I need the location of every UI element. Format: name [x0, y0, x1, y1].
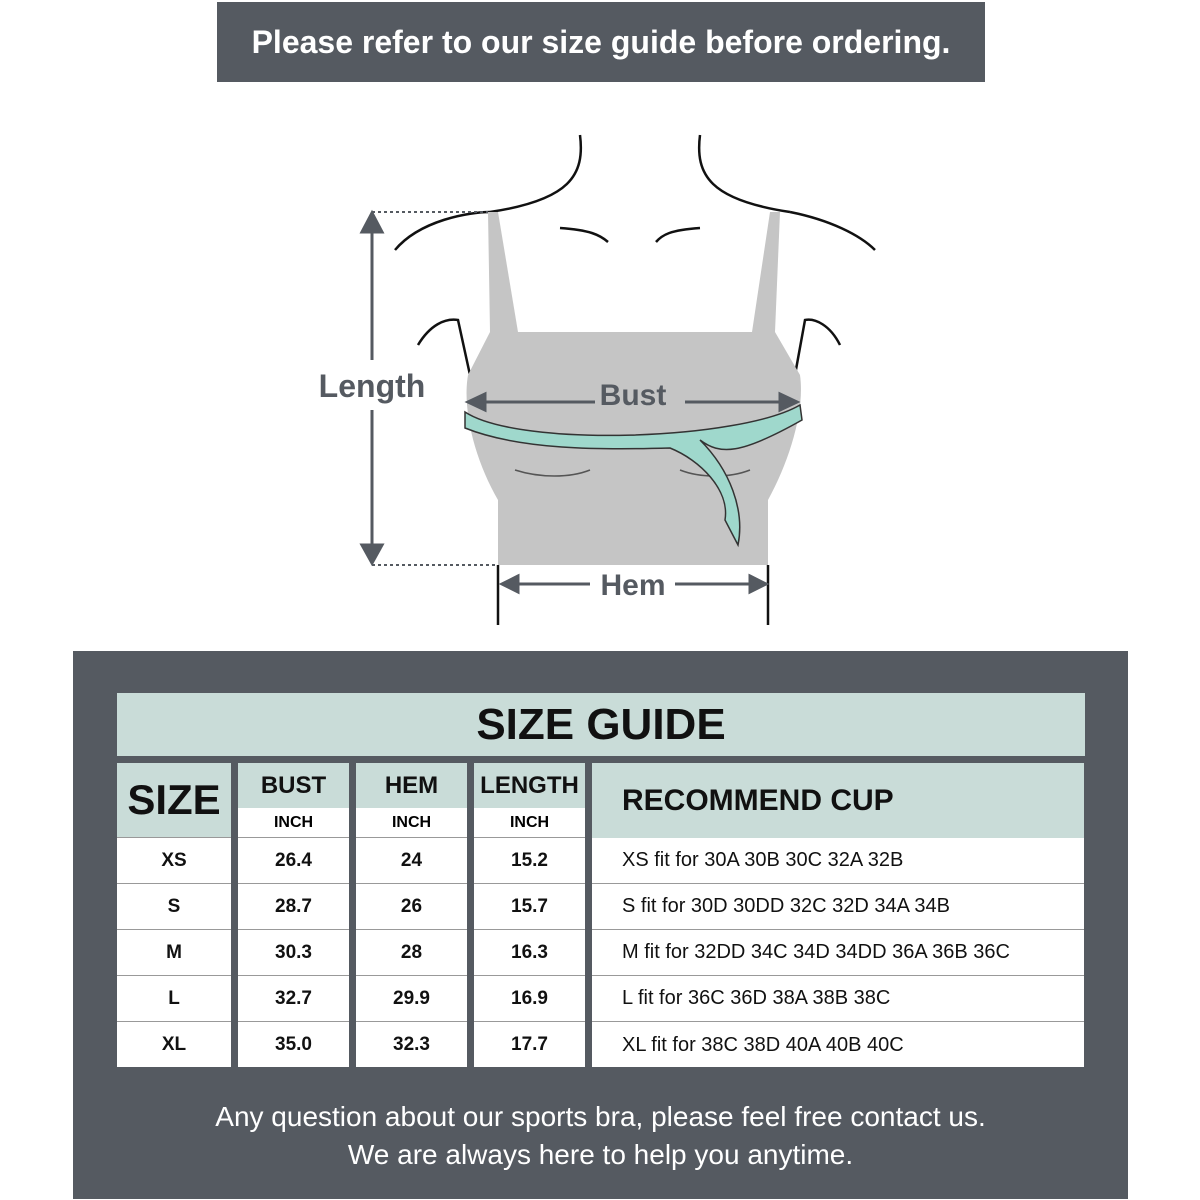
- size-cell: L: [117, 976, 231, 1022]
- footer-line-2: We are always here to help you anytime.: [347, 1139, 854, 1170]
- recommend-cup-header: RECOMMEND CUP: [592, 763, 1084, 838]
- cup-cell: XS fit for 30A 30B 30C 32A 32B: [592, 838, 1084, 884]
- cup-cell: M fit for 32DD 34C 34D 34DD 36A 36B 36C: [592, 930, 1084, 976]
- bust-cell: 30.3: [238, 930, 349, 976]
- size-cell: XS: [117, 838, 231, 884]
- hem-cell: 32.3: [393, 1034, 430, 1055]
- hem-label: Hem: [600, 569, 666, 602]
- length-label: Length: [318, 368, 426, 404]
- size-guide-banner: Please refer to our size guide before ordering.: [217, 2, 985, 82]
- size-cell: S: [117, 884, 231, 930]
- bust-column: [238, 763, 349, 1067]
- unit-label: INCH: [474, 808, 585, 838]
- footer-line-1: Any question about our sports bra, please feel free contact us.: [215, 1101, 986, 1132]
- hem-column: [356, 763, 467, 1067]
- neck-left-line: [490, 135, 581, 212]
- hem-header: HEM: [356, 763, 467, 808]
- hem-cell: 29.9: [356, 976, 467, 1022]
- length-cell: 16.9: [474, 976, 585, 1022]
- bust-cell: 28.7: [238, 884, 349, 930]
- cup-cell: S fit for 30D 30DD 32C 32D 34A 34B: [592, 884, 1084, 930]
- recommend-cup-column: [592, 763, 1084, 1067]
- length-header: LENGTH: [474, 763, 585, 808]
- size-column: [117, 763, 231, 1067]
- length-cell: 16.3: [474, 930, 585, 976]
- hem-cell: 26: [356, 884, 467, 930]
- unit-label: INCH: [238, 808, 349, 838]
- size-cell: M: [117, 930, 231, 976]
- size-cell: XL: [161, 1034, 187, 1055]
- hem-cell: 28: [356, 930, 467, 976]
- hem-cell: 24: [356, 838, 467, 884]
- size-guide-panel: [73, 651, 1128, 1199]
- bust-cell: 32.7: [238, 976, 349, 1022]
- size-guide-title: SIZE GUIDE: [117, 693, 1085, 756]
- bust-cell: 35.0: [275, 1034, 312, 1055]
- bust-label: Bust: [599, 379, 667, 412]
- bust-cell: 26.4: [238, 838, 349, 884]
- size-header: SIZE: [117, 763, 231, 838]
- bra-measurement-diagram: [0, 100, 1200, 640]
- length-cell: 15.2: [474, 838, 585, 884]
- cup-cell: L fit for 36C 36D 38A 38B 38C: [592, 976, 1084, 1022]
- length-cell: 17.7: [511, 1034, 548, 1055]
- length-cell: 15.7: [474, 884, 585, 930]
- unit-label: INCH: [356, 808, 467, 838]
- neck-right-line: [699, 135, 790, 212]
- length-column: [474, 763, 585, 1067]
- cup-cell: XL fit for 38C 38D 40A 40B 40C: [622, 1033, 904, 1056]
- bust-header: BUST: [238, 763, 349, 808]
